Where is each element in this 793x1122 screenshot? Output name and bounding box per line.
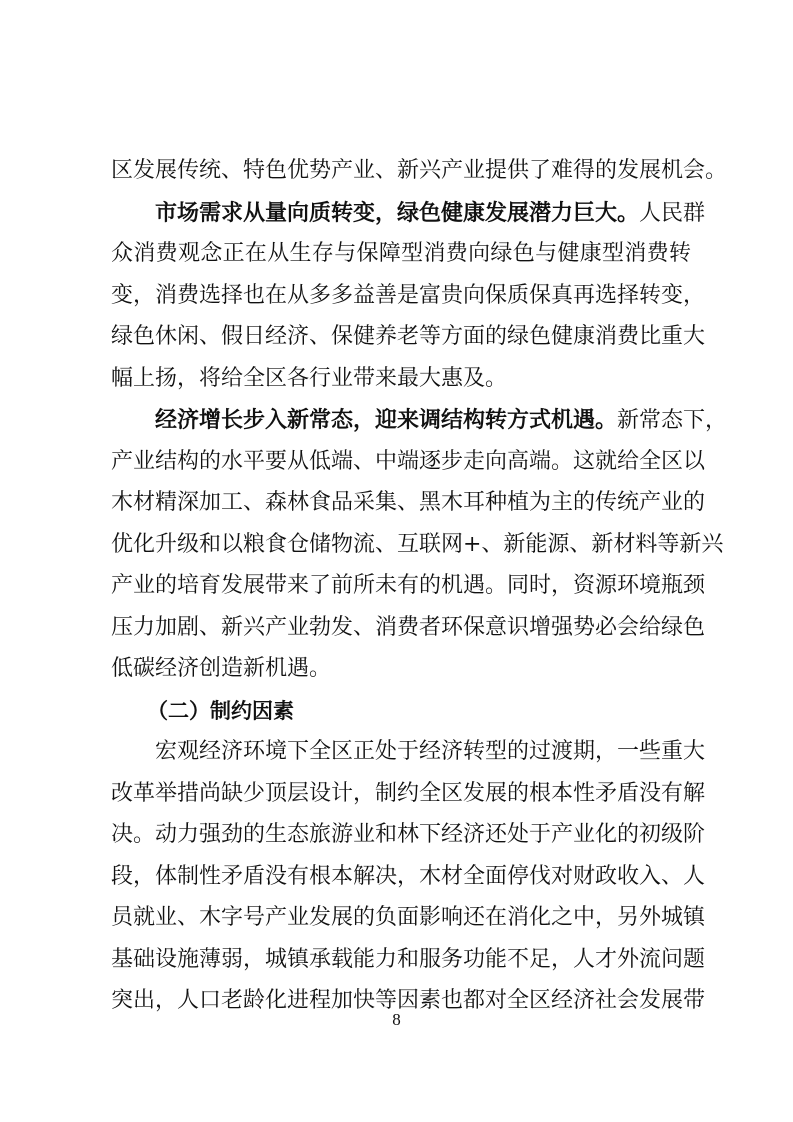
paragraph-market-demand-line-1 xyxy=(155,193,706,233)
paragraph-market-demand-line-3: 变，消费选择也在从多多益善是富贵向保质保真再选择转变， xyxy=(111,283,706,308)
section-heading: （二）制约因素 xyxy=(147,699,294,723)
bold-lead-market-demand: 市场需求从量向质转变，绿色健康发展潜力巨大。 xyxy=(155,200,640,226)
text-run: 人民群 xyxy=(639,201,706,226)
paragraph-new-normal-line-3: 木材精深加工、森林食品采集、黑木耳种植为主的传统产业的 xyxy=(111,490,706,515)
paragraph-new-normal-line-4: 优化升级和以粮食仓储物流、互联网+、新能源、新材料等新兴 xyxy=(111,532,724,557)
paragraph-continuation-line: 区发展传统、特色优势产业、新兴产业提供了难得的发展机会。 xyxy=(111,158,728,183)
text-run: 新常态下， xyxy=(617,408,728,433)
paragraph-constraints-line-3: 决。动力强劲的生态旅游业和林下经济还处于产业化的初级阶 xyxy=(111,822,706,847)
paragraph-constraints-line-6: 基础设施薄弱，城镇承载能力和服务功能不足，人才外流问题 xyxy=(111,947,706,972)
paragraph-constraints-line-1: 宏观经济环境下全区正处于经济转型的过渡期，一些重大 xyxy=(155,739,706,764)
paragraph-constraints-line-7: 突出，人口老龄化进程加快等因素也都对全区经济社会发展带 xyxy=(111,988,706,1013)
paragraph-new-normal-line-2: 产业结构的水平要从低端、中端逐步走向高端。这就给全区以 xyxy=(111,449,706,474)
paragraph-new-normal-line-7: 低碳经济创造新机遇。 xyxy=(111,656,332,681)
paragraph-market-demand-line-5: 幅上扬，将给全区各行业带来最大惠及。 xyxy=(111,366,508,391)
paragraph-constraints-line-5: 员就业、木字号产业发展的负面影响还在消化之中，另外城镇 xyxy=(111,905,706,930)
page-number: 8 xyxy=(392,1010,401,1029)
paragraph-new-normal-line-1 xyxy=(155,400,728,440)
paragraph-constraints-line-4: 段，体制性矛盾没有根本解决，木材全面停伐对财政收入、人 xyxy=(111,864,706,889)
paragraph-constraints-line-2: 改革举措尚缺少顶层设计，制约全区发展的根本性矛盾没有解 xyxy=(111,781,706,806)
paragraph-new-normal-line-6: 压力加剧、新兴产业勃发、消费者环保意识增强势必会给绿色 xyxy=(111,615,706,640)
bold-lead-new-normal: 经济增长步入新常态，迎来调结构转方式机遇。 xyxy=(155,407,618,433)
paragraph-market-demand-line-2: 众消费观念正在从生存与保障型消费向绿色与健康型消费转 xyxy=(111,241,691,266)
paragraph-new-normal-line-5: 产业的培育发展带来了前所未有的机遇。同时，资源环境瓶颈 xyxy=(111,573,706,598)
paragraph-market-demand-line-4: 绿色休闲、假日经济、保健养老等方面的绿色健康消费比重大 xyxy=(111,324,706,349)
